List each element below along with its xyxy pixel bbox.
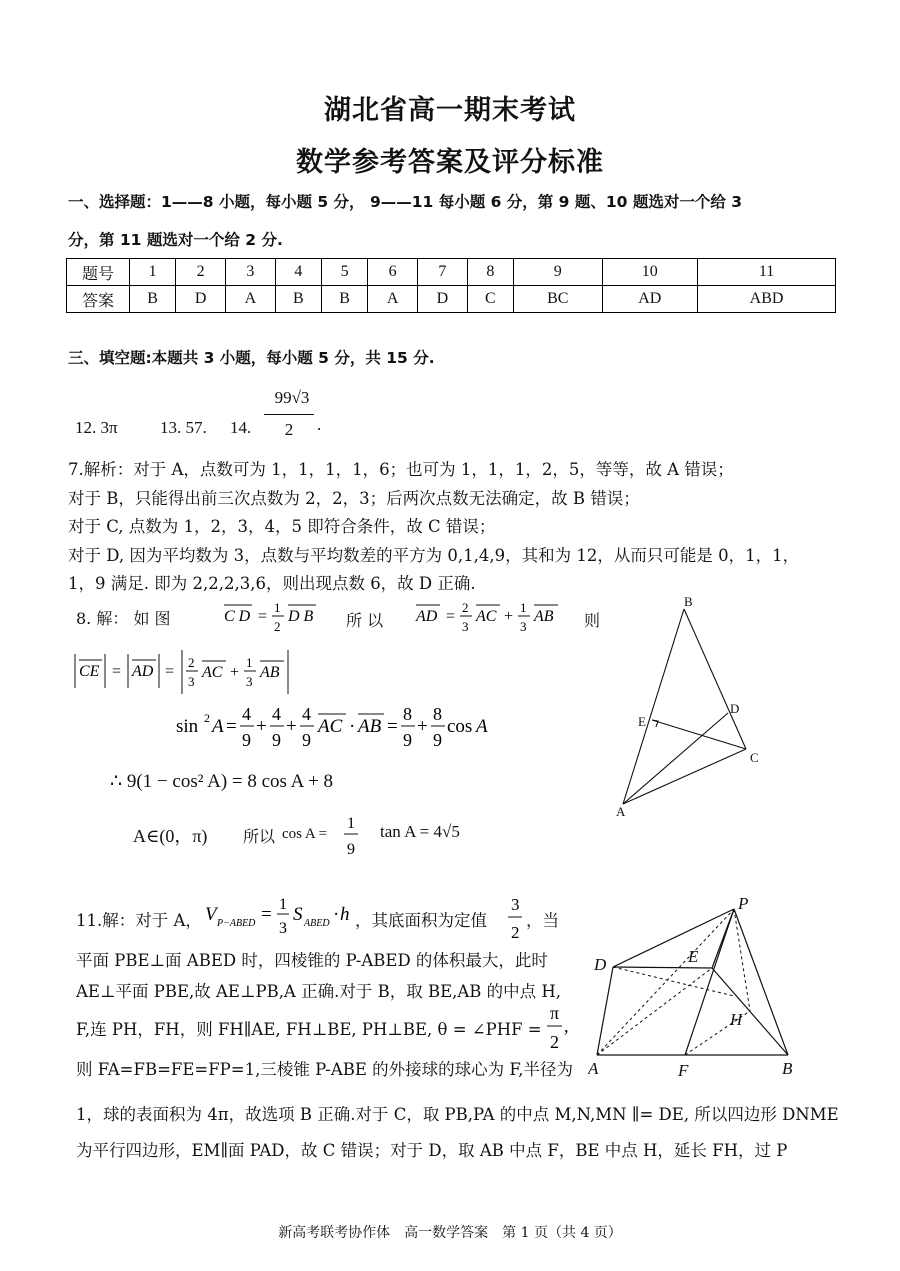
svg-text:C D: C D [224, 608, 251, 625]
svg-text:+: + [256, 716, 267, 737]
q7-line1: 7.解析：对于 A，点数可为 1，1，1，1，6；也可为 1，1，1，2，5，等等，故 A 错误； [68, 460, 734, 479]
q11-fraction-pi-2 [544, 1000, 574, 1052]
table-cell: 8 [467, 259, 513, 286]
q14-period: . [317, 415, 322, 434]
q7-line5: 1，9 满足. 即为 2,2,2,3,6，则出现点数 6，故 D 正确. [68, 574, 476, 593]
q11-line1b: ，其底面积为定值 [355, 911, 487, 930]
svg-text:ABED: ABED [304, 918, 330, 929]
table-cell: C [467, 286, 513, 313]
svg-text:=: = [446, 608, 456, 625]
svg-text:2: 2 [511, 923, 520, 942]
label-b: B [782, 1059, 793, 1078]
section1-line2: 分，第 11 题选对一个给 2 分. [68, 231, 283, 249]
dashed-dh [613, 967, 734, 996]
svg-text:AB: AB [534, 608, 554, 625]
svg-text:9: 9 [302, 730, 311, 750]
svg-text:=: = [165, 663, 175, 680]
svg-text:1: 1 [246, 655, 253, 670]
svg-text:cos: cos [447, 716, 473, 737]
svg-text:·: · [333, 904, 340, 925]
svg-text:2: 2 [274, 619, 281, 634]
segment-ba [623, 609, 684, 804]
label-h: H [730, 1010, 743, 1029]
svg-text:3: 3 [511, 895, 520, 914]
svg-text:3: 3 [520, 619, 527, 634]
svg-text:D B: D B [288, 608, 314, 625]
table-cell: 6 [368, 259, 418, 286]
svg-text:AD: AD [416, 608, 438, 625]
q8-formula-ad [414, 596, 560, 638]
svg-text:4: 4 [242, 704, 251, 724]
exam-title: 湖北省高一期末考试 [324, 95, 576, 126]
section3-heading: 三、填空题:本题共 3 小题，每小题 5 分，共 15 分. [68, 349, 435, 367]
q8-formula-ce-abs [72, 648, 302, 696]
table-cell: D [176, 286, 226, 313]
svg-text:4: 4 [272, 704, 281, 724]
table-cell: AD [602, 286, 698, 313]
label-e: E [638, 714, 646, 729]
q8-so: 所 以 [346, 611, 384, 630]
q7-line3: 对于 C, 点数为 1，2，3，4，5 即符合条件，故 C 错误； [68, 517, 496, 536]
segment-de [613, 967, 712, 968]
svg-text:3: 3 [279, 920, 287, 937]
q7-line4: 对于 D, 因为平均数为 3，点数与平均数差的平方为 0,1,4,9，其和为 12，从而只可能是 0，1，1， [68, 546, 800, 565]
label-c: C [750, 750, 759, 765]
q8-tanA: tan A = 4√5 [380, 822, 460, 841]
svg-text:3: 3 [188, 674, 195, 689]
svg-text:V: V [205, 904, 217, 925]
label-a: A [588, 1059, 599, 1078]
q14-numerator: 99√3 [274, 388, 310, 407]
label-a: A [616, 804, 626, 819]
svg-text:1: 1 [347, 815, 355, 832]
q11-line5: 则 FA=FB=FE=FP=1,三棱锥 P-ABE 的外接球的球心为 F,半径为 [76, 1060, 574, 1079]
svg-text:2: 2 [204, 711, 210, 725]
svg-text:AD: AD [132, 663, 154, 680]
svg-text:=: = [226, 716, 237, 737]
svg-text:2: 2 [188, 655, 195, 670]
segment-pf [685, 909, 734, 1055]
table-cell: ABD [698, 286, 836, 313]
label-d: D [730, 701, 740, 716]
segment-ac [623, 749, 746, 804]
svg-text:+: + [504, 608, 514, 625]
triangle-figure-q8 [610, 592, 770, 832]
table-row [67, 286, 836, 313]
table-cell: 11 [698, 259, 836, 286]
q8-suoyi: 所以 [243, 827, 276, 846]
segment-bc [684, 609, 746, 749]
svg-text:AC: AC [318, 716, 343, 737]
svg-text:AB: AB [358, 716, 382, 737]
svg-text:2: 2 [550, 1032, 559, 1052]
q11-line7: 为平行四边形，EM∥面 PAD，故 C 错误；对于 D，取 AB 中点 F，BE 中点 H，延长 FH，过 P [76, 1141, 788, 1160]
table-cell: A [226, 286, 276, 313]
answer-table [66, 258, 836, 313]
svg-text:3: 3 [246, 674, 253, 689]
table-cell: 9 [514, 259, 603, 286]
q8-cosA: cos A = [282, 826, 328, 842]
q8-formula-cd-db [222, 596, 318, 638]
svg-text:+: + [417, 716, 428, 737]
svg-text:1: 1 [274, 600, 281, 615]
table-cell: 1 [130, 259, 176, 286]
q11-formula-volume [203, 890, 351, 944]
svg-text:·: · [349, 716, 356, 737]
q8-then: 则 [584, 611, 601, 630]
svg-text:9: 9 [347, 841, 355, 858]
svg-text:3: 3 [462, 619, 469, 634]
svg-text:,: , [564, 1016, 569, 1036]
svg-text:=: = [258, 608, 268, 625]
table-cell: B [322, 286, 368, 313]
table-cell: 7 [418, 259, 468, 286]
table-cell: 10 [602, 259, 698, 286]
svg-text:1: 1 [279, 896, 287, 913]
q8-domain: A∈(0，π) [133, 826, 208, 846]
segment-pb [734, 909, 788, 1055]
row-header-answer: 答案 [67, 286, 130, 313]
svg-text:1: 1 [520, 600, 527, 615]
page-footer: 新高考联考协作体 高一数学答案 第 1 页（共 4 页） [278, 1225, 622, 1241]
table-row [67, 259, 836, 286]
svg-text:9: 9 [403, 730, 412, 750]
svg-text:π: π [550, 1003, 560, 1023]
table-cell: 2 [176, 259, 226, 286]
dashed-ap [597, 909, 734, 1055]
q8-formula-sin2 [174, 700, 494, 756]
label-d: D [594, 955, 607, 974]
svg-text:8: 8 [403, 704, 412, 724]
svg-text:=: = [112, 663, 122, 680]
table-cell: 4 [275, 259, 321, 286]
svg-text:AB: AB [260, 664, 280, 681]
q7-line2: 对于 B，只能得出前三次点数为 2，2，3；后两次点数无法确定，故 B 错误； [68, 489, 640, 508]
table-cell: 3 [226, 259, 276, 286]
table-cell: D [418, 286, 468, 313]
q8-fraction-1-9 [342, 810, 362, 858]
dashed-ae [597, 968, 712, 1055]
section1-line1: 一、选择题：1——8 小题，每小题 5 分， 9——11 每小题 6 分，第 9 题、10 题选对一个给 3 [68, 193, 742, 211]
q11-line3: AE⊥平面 PBE,故 AE⊥PB,A 正确.对于 B，取 BE,AB 的中点 H, [76, 982, 562, 1001]
q11-fraction-3-2 [506, 892, 526, 942]
svg-text:=: = [387, 716, 398, 737]
table-cell: B [130, 286, 176, 313]
segment-da [597, 967, 613, 1055]
svg-text:A: A [212, 716, 224, 737]
svg-text:CE: CE [79, 663, 100, 680]
table-cell: A [368, 286, 418, 313]
q12-answer: 12. 3π [75, 418, 118, 437]
q11-line1a: 11.解：对于 A， [76, 911, 202, 930]
right-angle-mark [652, 720, 658, 727]
svg-text:8: 8 [433, 704, 442, 724]
label-f: F [678, 1061, 689, 1080]
q11-line2: 平面 PBE⊥面 ABED 时，四棱锥的 P-ABED 的体积最大，此时 [76, 951, 548, 970]
label-p: P [738, 894, 749, 913]
q13-answer: 13. 57. [160, 418, 207, 437]
svg-text:sin: sin [176, 716, 199, 737]
label-b: B [684, 594, 693, 609]
fraction-bar [264, 414, 314, 415]
svg-text:2: 2 [462, 600, 469, 615]
answer-title: 数学参考答案及评分标准 [296, 147, 604, 178]
svg-text:9: 9 [242, 730, 251, 750]
svg-text:+: + [230, 664, 240, 681]
table-cell: B [275, 286, 321, 313]
q11-line1c: ，当 [526, 911, 559, 930]
svg-text:=: = [261, 904, 272, 925]
label-e: E [688, 947, 699, 966]
q8-therefore: ∴ 9(1 − cos² A) = 8 cos A + 8 [110, 771, 334, 792]
svg-text:h: h [340, 904, 350, 925]
svg-text:4: 4 [302, 704, 311, 724]
svg-text:A: A [476, 716, 488, 737]
svg-text:9: 9 [272, 730, 281, 750]
q11-line6: 1，球的表面积为 4π，故选项 B 正确.对于 C，取 PB,PA 的中点 M,N,MN ∥= DE, 所以四边形 DNME [76, 1105, 839, 1124]
table-cell: 5 [322, 259, 368, 286]
svg-text:AC: AC [202, 664, 223, 681]
svg-text:AC: AC [476, 608, 497, 625]
q11-line4a: F,连 PH，FH，则 FH∥AE, FH⊥BE, PH⊥BE, θ = ∠PHF = [76, 1020, 542, 1039]
q14-denominator: 2 [284, 420, 294, 439]
svg-text:S: S [293, 904, 303, 925]
table-cell: BC [514, 286, 603, 313]
q8-head: 8. 解： 如 图 [76, 609, 171, 628]
pyramid-figure-q11 [588, 892, 808, 1082]
row-header-number: 题号 [67, 259, 130, 286]
q14-label: 14. [230, 418, 252, 437]
segment-ce [652, 720, 746, 749]
svg-text:P−ABED: P−ABED [217, 918, 256, 929]
svg-text:9: 9 [433, 730, 442, 750]
svg-text:+: + [286, 716, 297, 737]
